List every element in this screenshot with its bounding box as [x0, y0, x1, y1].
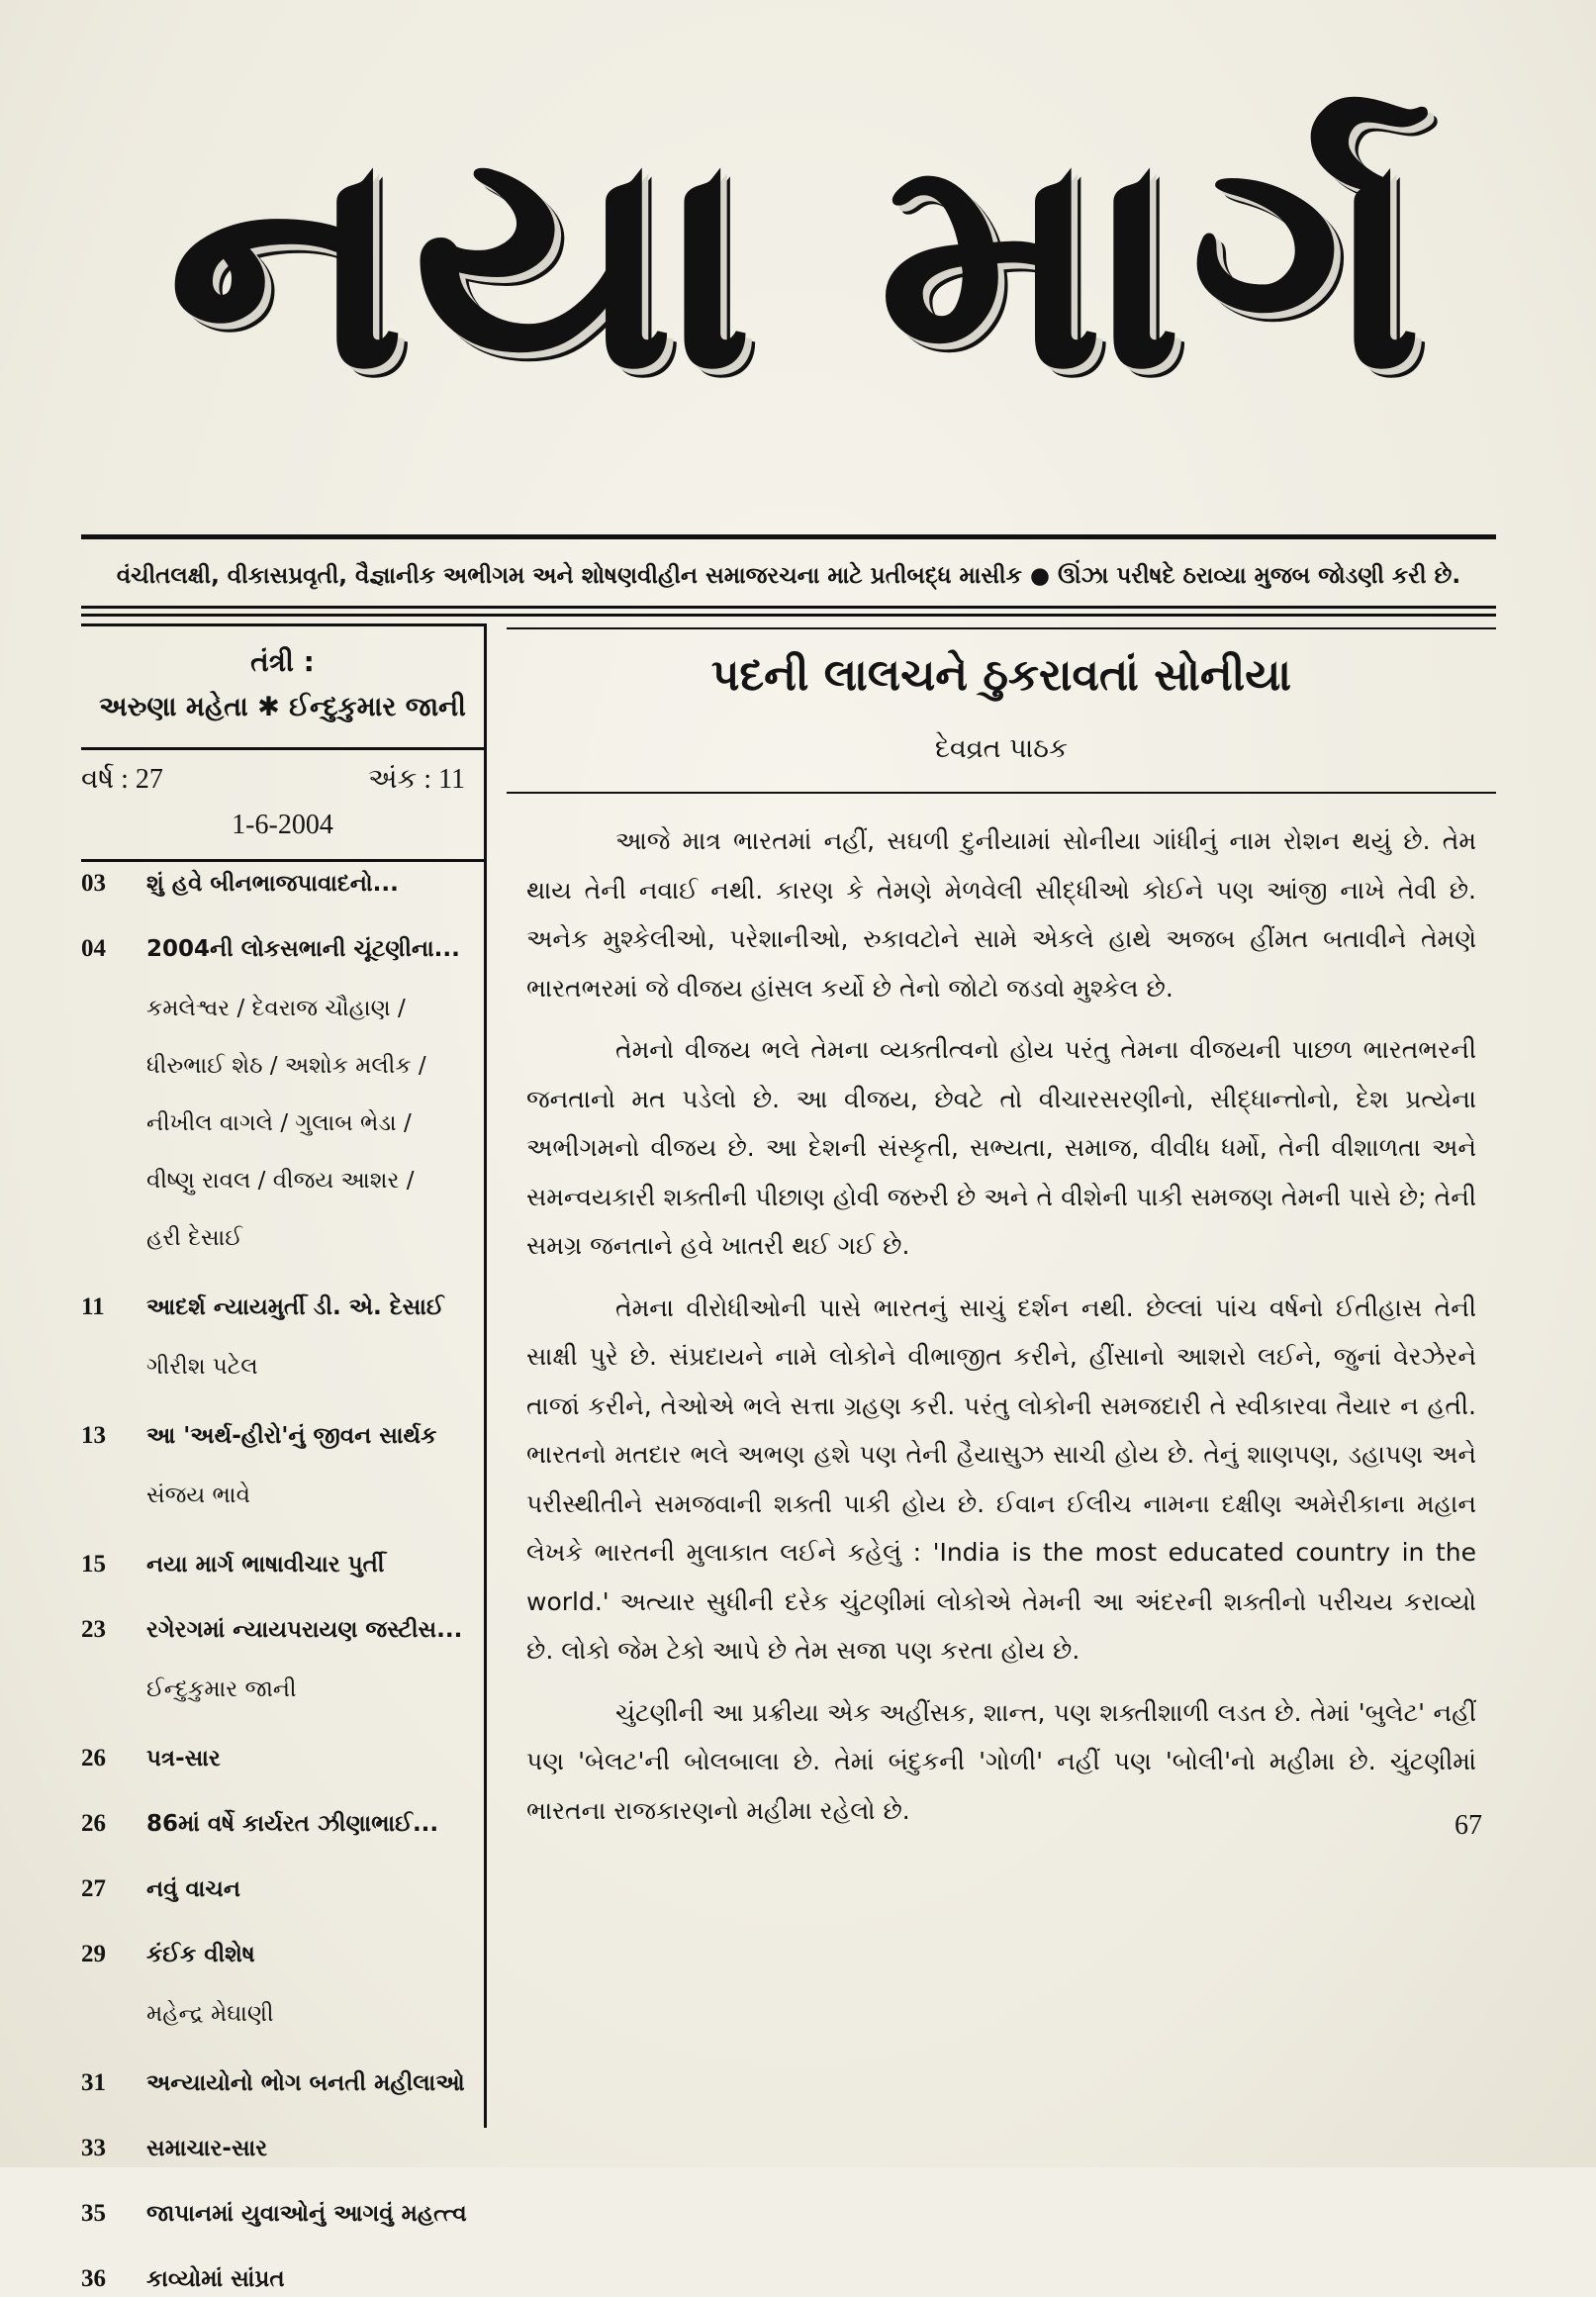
- toc-title: આ 'અર્થ-હીરો'નું જીવન સાર્થક: [146, 1423, 437, 1449]
- toc-title: નયા માર્ગ ભાષાવીચાર પુર્તી: [146, 1552, 385, 1578]
- toc-page-number: 36: [81, 2265, 106, 2292]
- issue-number: અંક : 11: [368, 764, 466, 795]
- toc-author: સંજય ભાવે: [146, 1483, 250, 1508]
- toc-title: જાપાનમાં યુવાઓનું આગવું મહત્ત્વ: [146, 2201, 467, 2227]
- editor-names: અરુણા મહેતા ✱ ઈન્દુકુમાર જાની: [99, 692, 466, 722]
- toc-page-number: 27: [81, 1875, 106, 1902]
- toc-title: કાવ્યોમાં સાંપ્રત: [146, 2266, 285, 2292]
- tagline: વંચીતલક્ષી, વીકાસપ્રવૃતી, વૈજ્ઞાનીક અભીગમ અને શોષણવીહીન સમાજરચના માટે પ્રતીબદ્ધ માસીક ● ઊંઝા પરીષદે ઠરાવ્યા મુજબ જોડણી કરી છે.: [116, 563, 1461, 589]
- toc-page-number: 31: [81, 2069, 106, 2096]
- page-number: 67: [1455, 1809, 1482, 1841]
- toc-title: કંઈક વીશેષ: [146, 1942, 255, 1967]
- toc-author: નીખીલ વાગલે / ગુલાબ ભેડા /: [146, 1110, 412, 1136]
- toc-title: અન્યાયોનો ભોગ બનતી મહીલાઓ: [146, 2070, 465, 2096]
- article-author: દેવવ્રત પાઠક: [934, 733, 1069, 764]
- toc-page-number: 29: [81, 1941, 106, 1967]
- toc-title: પત્ર-સાર: [146, 1746, 221, 1771]
- top-rule: [81, 534, 1496, 539]
- sidebar-contents: [81, 623, 487, 2292]
- toc-page-number: 13: [81, 1422, 106, 1449]
- tagline-rule-1: [81, 606, 1496, 609]
- article-header-rule: [507, 792, 1496, 794]
- issue-info: [81, 750, 484, 862]
- toc-title: શું હવે બીનભાજપાવાદનો...: [146, 871, 399, 897]
- toc-page-number: 26: [81, 1810, 106, 1837]
- toc-title: 86માં વર્ષે કાર્યરત ઝીણાભાઈ...: [146, 1811, 439, 1837]
- toc-author: ધીરુભાઈ શેઠ / અશોક મલીક /: [146, 1053, 426, 1079]
- article-paragraph: આજે માત્ર ભારતમાં નહીં, સઘળી દુનીયામાં સોનીયા ગાંધીનું નામ રોશન થયું છે. તેમ થાય તેની નવાઈ નથી. કારણ કે તેમણે મેળવેલી સીદ્ધીઓ કોઈને પણ આંજી નાખે તેવી છે. અનેક મુશ્કેલીઓ, પરેશાનીઓ, રુકાવટોને સામે એકલે હાથે અજબ હીંમત બતાવીને તેમણે ભારતભરમાં જે વીજય હાંસલ કર્યો છે તેનો જોટો જડવો મુશ્કેલ છે.: [526, 826, 1476, 1003]
- toc-author: મહેન્દ્ર મેઘાણી: [146, 2001, 274, 2027]
- toc-page-number: 04: [81, 935, 106, 962]
- toc-page-number: 26: [81, 1745, 106, 1771]
- toc-title: આદર્શ ન્યાયમુર્તી ડી. એ. દેસાઈ: [146, 1294, 444, 1320]
- toc-author: વીષ્ણુ રાવલ / વીજય આશર /: [146, 1168, 415, 1194]
- toc-page-number: 35: [81, 2200, 106, 2227]
- toc-author: હરી દેસાઈ: [146, 1225, 243, 1251]
- issue-date: 1-6-2004: [232, 810, 333, 840]
- toc-page-number: 33: [81, 2135, 106, 2161]
- editor-box: [81, 623, 484, 750]
- tagline-rule-2: [81, 614, 1496, 617]
- article-title: પદની લાલચને ઠુકરાવતાં સોનીયા: [710, 650, 1292, 701]
- article-body: [526, 816, 1482, 1848]
- toc-author: ઈન્દુકુમાર જાની: [146, 1676, 297, 1702]
- toc-title: નવું વાચન: [146, 1876, 240, 1902]
- toc-title: સમાચાર-સાર: [146, 2136, 268, 2161]
- toc-title: 2004ની લોકસભાની ચૂંટણીના...: [146, 936, 460, 962]
- toc-page-number: 03: [81, 870, 106, 897]
- toc-page-number: 11: [81, 1293, 105, 1320]
- toc-page-number: 15: [81, 1551, 106, 1578]
- article-paragraph: ચુંટણીની આ પ્રક્રીયા એક અહીંસક, શાન્ત, પણ શક્તીશાળી લડત છે. તેમાં 'બુલેટ' નહીં પણ 'બેલટ'ની બોલબાલા છે. તેમાં બંદુકની 'ગોળી' નહીં પણ 'બોલી'નો મહીમા છે. ચુંટણીમાં ભારતના રાજકારણનો મહીમા રહેલો છે.: [526, 1697, 1476, 1825]
- article-top-rule: [507, 627, 1496, 629]
- toc-author: ગીરીશ પટેલ: [146, 1354, 258, 1380]
- toc-author: કમલેશ્વર / દેવરાજ ચૌહાણ /: [146, 996, 406, 1021]
- masthead-title: નયા માર્ગ: [166, 89, 1430, 434]
- editor-label: તંત્રી :: [250, 645, 315, 678]
- article-paragraph: તેમનો વીજય ભલે તેમના વ્યક્તીત્વનો હોય પરંતુ તેમના વીજયની પાછળ ભારતભરની જનતાનો મત પડેલો છે. આ વીજય, છેવટે તો વીચારસરણીનો, સીદ્ધાન્તોનો, દેશ પ્રત્યેના અભીગમનો વીજય છે. આ દેશની સંસ્કૃતી, સભ્યતા, સમાજ, વીવીધ ધર્મો, તેની વીશાળતા અને સમન્વયકારી શક્તીની પીછાણ હોવી જરુરી છે અને તે વીશેની પાકી સમજણ તેમની પાસે છે; તેની સમગ્ર જનતાને હવે ખાતરી થઈ ગઈ છે.: [526, 1035, 1476, 1260]
- article: [507, 623, 1496, 2128]
- issue-year: વર્ષ : 27: [81, 764, 163, 795]
- toc-page-number: 23: [81, 1616, 106, 1643]
- toc-title: રગેરગમાં ન્યાયપરાયણ જસ્ટીસ...: [146, 1617, 463, 1643]
- masthead: [0, 20, 1596, 515]
- article-paragraph: તેમના વીરોધીઓની પાસે ભારતનું સાચું દર્શન નથી. છેલ્લાં પાંચ વર્ષનો ઈતીહાસ તેની સાક્ષી પુરે છે. સંપ્રદાયને નામે લોકોને વીભાજીત કરીને, હીંસાનો આશરો લઈને, જુનાં વેરઝેરને તાજાં કરીને, તેઓએ ભલે સત્તા ગ્રહણ કરી. પરંતુ લોકોની સમજદારી તે સ્વીકારવા તૈયાર ન હતી. ભારતનો મતદાર ભલે અભણ હશે પણ તેની હૈયાસુઝ સાચી હોય છે. તેનું શાણપણ, ડહાપણ અને પરીસ્થીતીને સમજવાની શક્તી પાકી હોય છે. ઈવાન ઈલીચ નામના દક્ષીણ અમેરીકાના મહાન લેખકે ભારતની મુલાકાત લઈને કહેલું : 'India is the most educated country in the world.' અત્યાર સુધીની દરેક ચુંટણીમાં લોકોએ તેમની આ અંદરની શક્તીનો પરીચય કરાવ્યો છે. લોકો જેમ ટેકો આપે છે તેમ સજા પણ કરતા હોય છે.: [526, 1292, 1476, 1665]
